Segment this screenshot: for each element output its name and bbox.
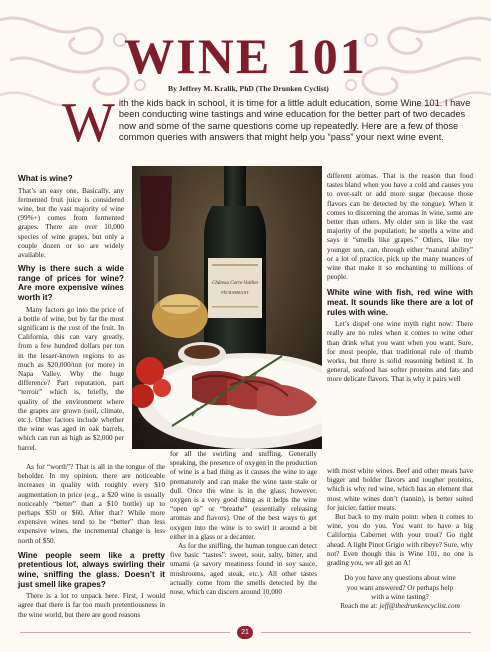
paragraph: That’s an easy one. Basically, any fermented fruit juice is considered wine, but the vast majority of wine (99%+) comes from fermented grapes. There are over 10,000 species of wine grapes, but only a couple dozen or so are widely available. (18, 186, 124, 260)
drop-cap: W (62, 92, 115, 154)
heading-white-wine-fish: White wine with fish, red wine with meat. It sounds like there are a lot of rules with wine. (327, 288, 473, 317)
closing-line: you want answered? Or perhaps help (346, 583, 454, 592)
right-column (327, 172, 473, 385)
paragraph: different aromas. That is the reason that food tastes bland when you have a cold and causes you to over-salt or add more sugar (because those flavors can be detected by the tongue). When it comes to discerning the aromas in wine, some are better than others. My older son is like the vast majority of the population; he smells a wine and says it “smells like grapes.” Others, like my younger son, can, through either “natural ability” or a lot of practice, pick up the many nuances of wine that make it so enchanting to millions of people. (327, 172, 473, 282)
paragraph: As for “worth”? That is all in the tongue of the beholder. In my opinion, there are noticeable increases in quality with roughly every $10 augmentation in price (e.g., a $20 wine is usually noticeably “better” than a $10 bottle) up to perhaps $50 or $60. After that? While more expensive wines tend to be “better” than less expensive wines, the incremental change is less north of $50. (18, 463, 165, 545)
page-number-badge: 21 (237, 626, 253, 639)
bottle-label-line2: PÉCHARMANT (221, 290, 249, 295)
article-title: WINE 101 (124, 28, 367, 84)
paragraph: There is a lot to unpack here. First, I would agree that there is far too much pretentiousness in the wine world, but there are good reasons (18, 592, 165, 619)
paragraph: for all the swirling and sniffing. Generally speaking, the presence of oxygen in the production of wine is a bad thing as it causes the wine to age prematurely and can make the wine taste stale or dull. Once the wine is in the glass, however, oxygen is a very good thing as it helps the wine “open up” or “breathe” (essentially releasing aromas and flavors). One of the best ways to get oxygen into the wine is to swirl it around a bit either in a glass or a decanter. (170, 450, 317, 541)
reach-me-label: Reach me at: (340, 602, 380, 611)
middle-column (170, 450, 317, 597)
page-footer (0, 626, 491, 640)
closing-note (327, 574, 473, 612)
paragraph: But back to my main point: when it comes to wine, you do you. You want to have a big California Cabernet with your trout? Go right ahead. A light Pinot Grigio with ribeye? Sure, why not? Even though this is Wine 101, no one is grading you, we all get an A! (327, 513, 473, 568)
footer-divider-left (20, 632, 230, 633)
heading-wine-prices: Why is there such a wide range of prices for wine? Are more expensive wines worth it? (18, 264, 124, 302)
intro-text: ith the kids back in school, it is time for a little adult education, some Wine 101. I have been conducting wine tastings and wine education for the better part of two decades now and some of the same questions come up repeatedly. Here are a few of those common queries with answers that might help you “pass” your next wine event. (118, 98, 471, 143)
email-link[interactable]: jeff@thedrunkencyclist.com (379, 602, 460, 611)
left-column (18, 172, 124, 453)
closing-line: Do you have any questions about wine (344, 574, 456, 583)
footer-divider-right (261, 632, 471, 633)
bottle-label-line1: Château Corre-Vailliet (212, 281, 258, 286)
closing-line: with a wine tasting? (371, 593, 429, 602)
left-column-lower (18, 463, 165, 620)
right-column-lower (327, 467, 473, 612)
paragraph: Let’s dispel one wine myth right now: There really are no rules when it comes to wine other than drink what you want when you want. Sure, for most people, that traditional rule of thumb works, but there is solid reasoning behind it. In general, seafood has softer proteins and fats and more delicate flavors. That is why it pairs well (327, 320, 473, 384)
closing-line (327, 602, 473, 611)
byline: By Jeffrey M. Kralik, PhD (The Drunken Cyclist) (168, 84, 329, 93)
intro-paragraph (18, 92, 480, 154)
paragraph: As for the sniffing, the human tongue can detect five basic “tastes”: sweet, sour, salty, bitter, and umami (a savory meatiness found in soy sauce, mushrooms, aged steak, etc.). All other tastes actually come from the smells detected by the nose, which can discern around 10,000 (170, 542, 317, 597)
paragraph: with most white wines. Beef and other meats have bigger and bolder flavors and tougher proteins, which is why red wine, which has an element that most white wines don’t (tannin), is better suited for juicier, fattier meats. (327, 467, 473, 512)
heading-what-is-wine: What is wine? (18, 174, 73, 183)
heading-swirling: Wine people seem like a pretty pretentious lot, always swirling their wine, sniffing the glass. Doesn’t it just smell like grapes? (18, 550, 165, 589)
wine-and-steak-photo (132, 166, 322, 449)
paragraph: Many factors go into the price of a bottle of wine, but by far the most significant is the cost of the fruit. In California, this can vary greatly, from a few hundred dollars per ton in the lesser-known regions to as much as $20,000/ton (or more) in Napa Valley. Why the huge difference? Part reputation, part “terroir” which is, briefly, the quality of the environment where the grapes are grown (soil, climate, etc.). Other factors include whether the wine was aged in oak barrels, which can run as high as $2,000 per barrel. (18, 305, 124, 452)
